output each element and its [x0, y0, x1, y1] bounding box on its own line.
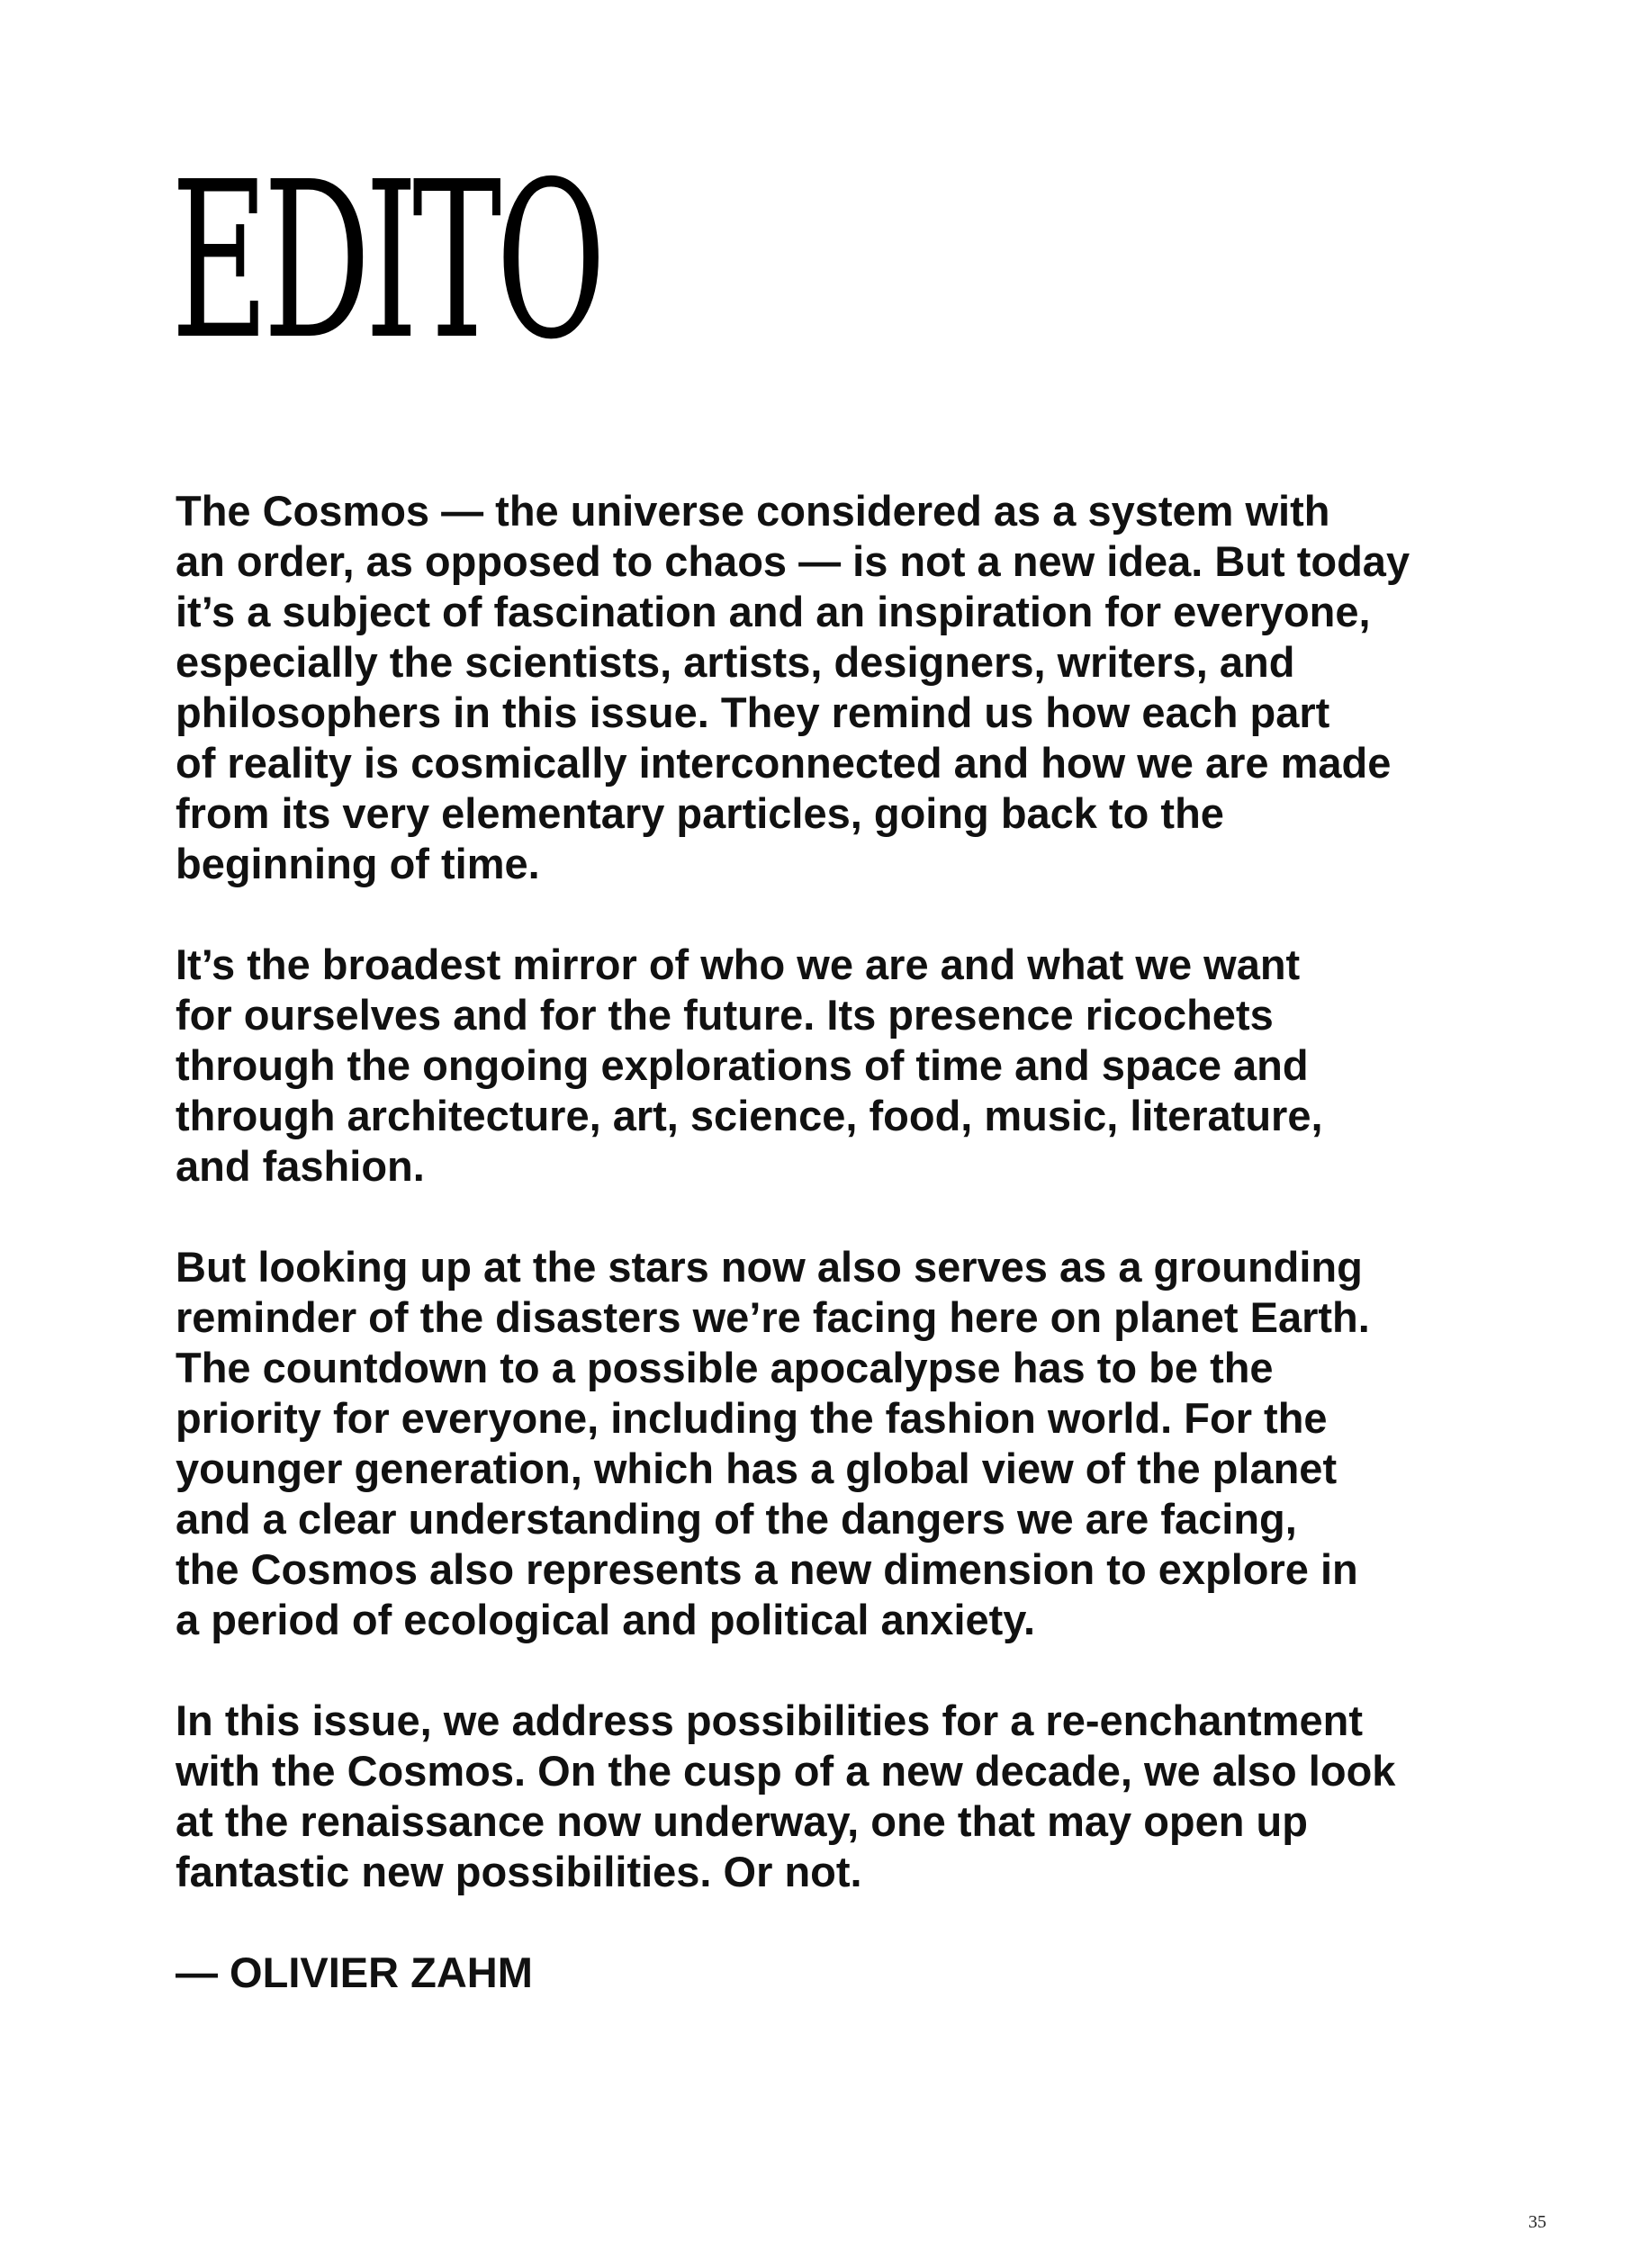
author-signature: — OLIVIER ZAHM: [176, 1948, 533, 1996]
text-line: a period of ecological and political anxiety.: [176, 1596, 1036, 1643]
text-line: through architecture, art, science, food, music, literature,: [176, 1092, 1323, 1139]
text-line: the Cosmos also represents a new dimension to explore in: [176, 1545, 1358, 1593]
paragraph-2: [176, 940, 1580, 1192]
editorial-body: [176, 486, 1580, 1998]
page-number: 35: [1528, 2212, 1546, 2232]
text-line: especially the scientists, artists, designers, writers, and: [176, 638, 1295, 686]
text-line: The Cosmos — the universe considered as a system with: [176, 487, 1330, 535]
text-line: of reality is cosmically interconnected and how we are made: [176, 739, 1392, 787]
page-title: EDITO: [171, 135, 600, 387]
text-line: from its very elementary particles, going back to the: [176, 789, 1224, 837]
text-line: The countdown to a possible apocalypse has to be the: [176, 1344, 1274, 1391]
text-line: fantastic new possibilities. Or not.: [176, 1848, 862, 1895]
text-line: In this issue, we address possibilities for a re-enchantment: [176, 1696, 1363, 1744]
text-line: with the Cosmos. On the cusp of a new decade, we also look: [176, 1747, 1396, 1795]
text-line: But looking up at the stars now also serves as a grounding: [176, 1243, 1363, 1291]
text-line: through the ongoing explorations of time and space and: [176, 1041, 1309, 1089]
text-line: at the renaissance now underway, one that may open up: [176, 1797, 1308, 1845]
text-line: and fashion.: [176, 1142, 425, 1190]
text-line: it’s a subject of fascination and an inspiration for everyone,: [176, 588, 1371, 635]
text-line: reminder of the disasters we’re facing here on planet Earth.: [176, 1293, 1370, 1341]
paragraph-1: [176, 486, 1580, 889]
text-line: philosophers in this issue. They remind us how each part: [176, 688, 1330, 736]
text-line: for ourselves and for the future. Its presence ricochets: [176, 991, 1274, 1039]
text-line: It’s the broadest mirror of who we are and what we want: [176, 940, 1301, 988]
text-line: beginning of time.: [176, 840, 540, 887]
paragraph-4: [176, 1696, 1580, 1897]
text-line: younger generation, which has a global view of the planet: [176, 1444, 1338, 1492]
text-line: priority for everyone, including the fashion world. For the: [176, 1394, 1328, 1442]
paragraph-3: [176, 1242, 1580, 1645]
text-line: an order, as opposed to chaos — is not a new idea. But today: [176, 537, 1410, 585]
text-line: and a clear understanding of the dangers we are facing,: [176, 1495, 1297, 1543]
